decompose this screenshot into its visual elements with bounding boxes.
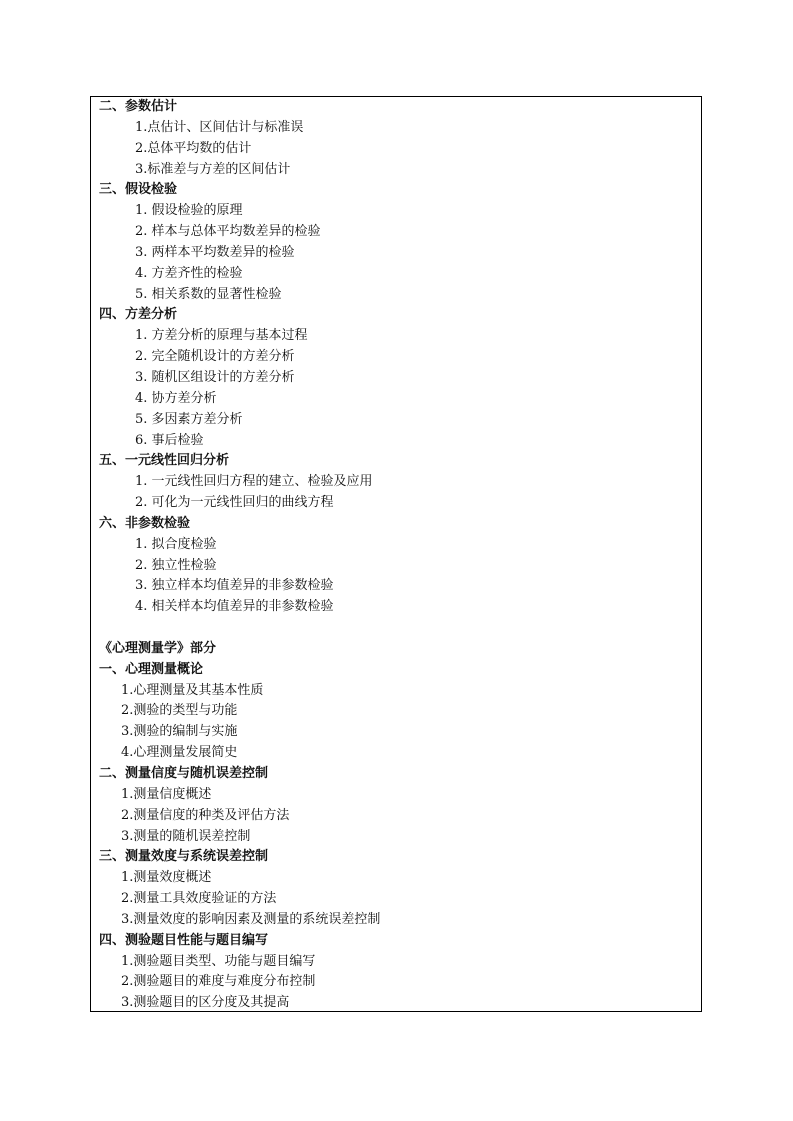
outline-item: 2.测验的类型与功能 <box>121 703 238 719</box>
outline-item: 4. 相关样本均值差异的非参数检验 <box>135 599 334 615</box>
outline-item: 1. 方差分析的原理与基本过程 <box>135 328 308 344</box>
outline-item: 5. 相关系数的显著性检验 <box>135 286 282 302</box>
section-heading: 四、方差分析 <box>99 307 178 323</box>
section-heading: 六、非参数检验 <box>99 515 191 531</box>
outline-item: 3.标准差与方差的区间估计 <box>135 161 291 177</box>
outline-item: 2. 可化为一元线性回归的曲线方程 <box>135 495 334 511</box>
content-table-cell <box>90 96 702 1012</box>
outline-item: 3.测量效度的影响因素及测量的系统误差控制 <box>121 911 381 927</box>
outline-item: 2. 样本与总体平均数差异的检验 <box>135 224 321 240</box>
outline-item: 3.测量的随机误差控制 <box>121 828 251 844</box>
section-heading: 二、参数估计 <box>99 99 178 114</box>
outline-item: 1.测验题目类型、功能与题目编写 <box>121 953 316 969</box>
outline-item: 2.总体平均数的估计 <box>135 140 252 156</box>
section-heading: 四、测验题目性能与题目编写 <box>99 932 269 948</box>
outline-item: 3. 随机区组设计的方差分析 <box>135 369 295 385</box>
outline-item: 3.测验题目的区分度及其提高 <box>121 995 290 1011</box>
outline-item: 1.点估计、区间估计与标准误 <box>135 119 304 135</box>
outline-item: 1.测量信度概述 <box>121 786 212 802</box>
outline-item: 2.测量工具效度验证的方法 <box>121 891 277 907</box>
outline <box>99 97 693 1014</box>
section-heading: 二、测量信度与随机误差控制 <box>99 766 269 781</box>
outline-item: 1. 拟合度检验 <box>135 536 217 552</box>
outline-item: 5. 多因素方差分析 <box>135 411 243 427</box>
outline-item: 3. 独立样本均值差异的非参数检验 <box>135 578 334 594</box>
outline-item: 1.心理测量及其基本性质 <box>121 682 264 698</box>
outline-item: 4. 协方差分析 <box>135 390 217 406</box>
section-heading: 五、一元线性回归分析 <box>99 453 230 469</box>
outline-item: 4.心理测量发展简史 <box>121 745 238 761</box>
outline-item: 4. 方差齐性的检验 <box>135 265 243 281</box>
outline-item: 1.测量效度概述 <box>121 870 212 886</box>
outline-item: 2. 独立性检验 <box>135 557 217 573</box>
part-title: 《心理测量学》部分 <box>99 640 217 656</box>
outline-item: 2.测量信度的种类及评估方法 <box>121 807 290 823</box>
section-heading: 三、测量效度与系统误差控制 <box>99 849 269 865</box>
outline-item: 6. 事后检验 <box>135 432 204 448</box>
outline-item: 3. 两样本平均数差异的检验 <box>135 244 295 260</box>
outline-item: 3.测验的编制与实施 <box>121 724 238 740</box>
outline-item: 2.测验题目的难度与难度分布控制 <box>121 974 316 990</box>
outline-item: 1. 一元线性回归方程的建立、检验及应用 <box>135 474 373 490</box>
section-heading: 一、心理测量概论 <box>99 661 204 677</box>
section-heading: 三、假设检验 <box>99 182 178 198</box>
outline-item: 2. 完全随机设计的方差分析 <box>135 349 295 365</box>
outline-item: 1. 假设检验的原理 <box>135 203 243 219</box>
spacer <box>99 618 693 639</box>
